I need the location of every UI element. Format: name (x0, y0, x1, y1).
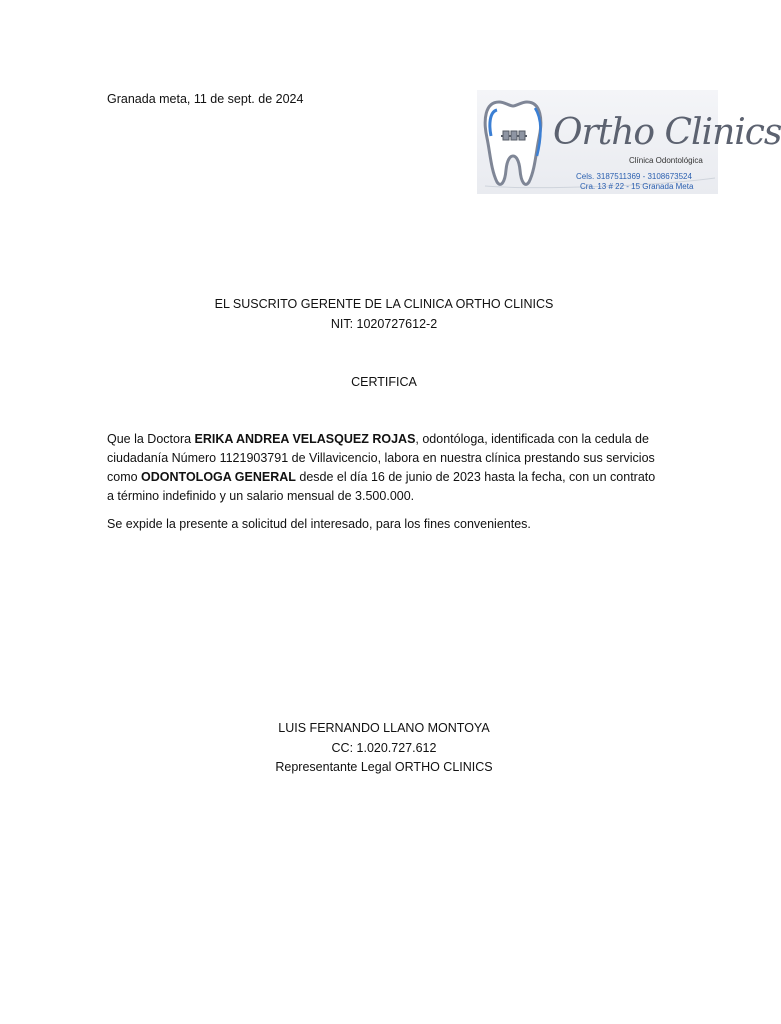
signature-block (0, 719, 768, 778)
certificate-heading (0, 295, 768, 334)
paragraph-text-1: Que la Doctora (107, 432, 195, 446)
doctor-name: ERIKA ANDREA VELASQUEZ ROJAS (194, 432, 416, 446)
logo-address: Cra. 13 # 22 - 15 Granada Meta (580, 182, 694, 191)
heading-line-1: EL SUSCRITO GERENTE DE LA CLINICA ORTHO CLINICS (214, 297, 554, 311)
paragraph-text-3: desde el día 16 de junio de 2023 hasta la fecha, con un contrato a término indefinido y un salario mensual de 3.500.000. (107, 470, 656, 503)
logo-name: Ortho Clinics (553, 112, 781, 153)
signer-title: Representante Legal ORTHO CLINICS (275, 760, 493, 774)
job-role: ODONTOLOGA GENERAL (141, 470, 296, 484)
heading-nit: NIT: 1020727612-2 (330, 316, 438, 331)
logo-subtitle: Clínica Odontológica (629, 156, 703, 165)
signer-name: LUIS FERNANDO LLANO MONTOYA (278, 721, 490, 735)
clinic-logo (477, 90, 781, 194)
date-line: Granada meta, 11 de sept. de 2024 (107, 92, 304, 106)
logo-phones: Cels. 3187511369 - 3108673524 (576, 172, 692, 181)
paragraph-text-2: , odontóloga, identificada con la cedula de ciudadanía Número 1121903791 de Villavicencio, labora en nuestra clínica prestando sus servicios como (107, 432, 655, 484)
certificate-paragraph (107, 430, 663, 506)
signer-id: CC: 1.020.727.612 (331, 740, 437, 755)
closing-paragraph: Se expide la presente a solicitud del interesado, para los fines convenientes. (107, 517, 531, 531)
certifica-title: CERTIFICA (351, 375, 417, 389)
